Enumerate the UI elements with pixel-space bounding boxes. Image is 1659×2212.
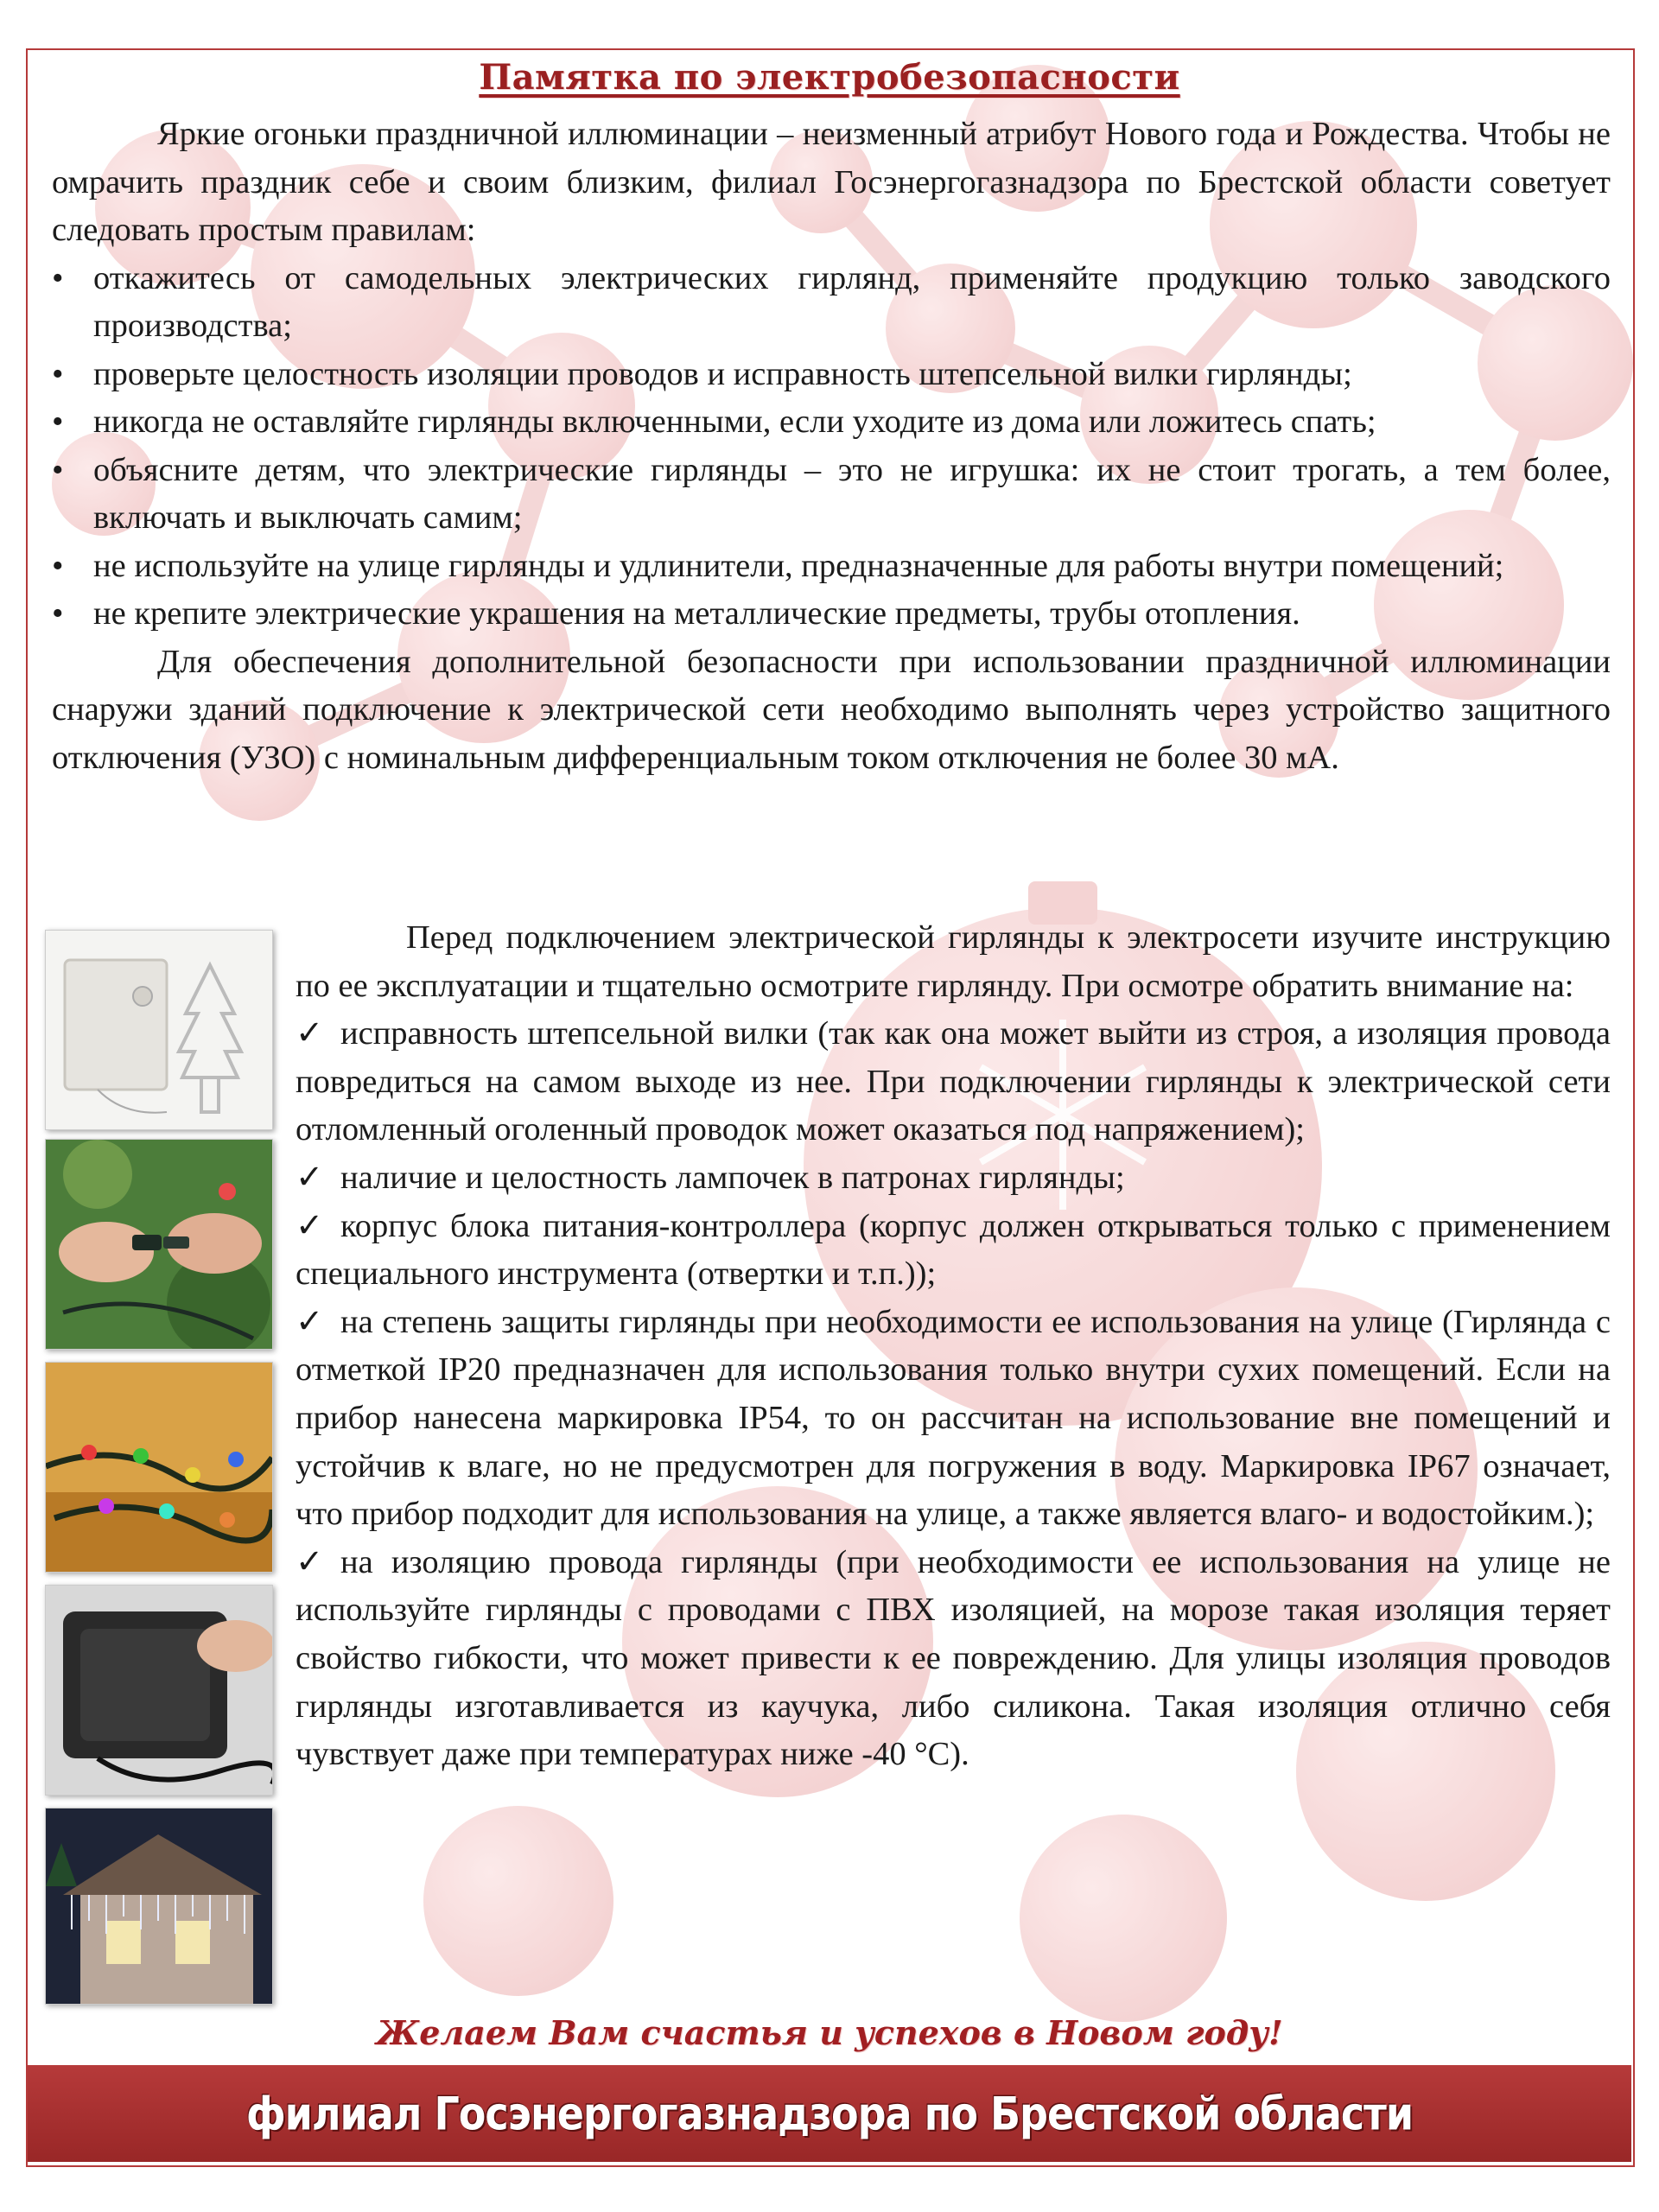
hands-garland-photo (45, 1139, 273, 1350)
inspection-intro: Перед подключением электрической гирлянды к электросети изучите инструкцию по ее эксплуатации и тщательно осмотрите гирлянду. При осмотре обратить внимание на: (296, 919, 1611, 1004)
controller-photo (45, 930, 273, 1130)
intro-paragraph: Яркие огоньки праздничной иллюминации – неизменный атрибут Нового года и Рождества. Чтобы не омрачить праздник себе и своим близким, филиал Госэнергогазнадзора по Брестской области советует следовать простым правилам: (52, 116, 1611, 248)
upper-text-block (52, 111, 1611, 782)
new-year-wish: Желаем Вам счастья и успехов в Новом году! (376, 2013, 1283, 2052)
footer-text: филиал Госэнергогазнадзора по Брестской области (245, 2086, 1414, 2141)
bullet-mark: • (52, 595, 64, 632)
checkmark-icon: ✓ (296, 1303, 324, 1340)
power-unit-image (46, 1586, 272, 1795)
rule-item: • не крепите электрические украшения на металлические предметы, трубы отопления. (52, 590, 1611, 639)
rule-item: • откажитесь от самодельных электрических гирлянд, применяйте продукцию только заводского производства; (52, 255, 1611, 351)
safety-paragraph: Для обеспечения дополнительной безопасности при использовании праздничной иллюминации снаружи зданий подключение к электрической сети необходимо выполнять через устройство защитного отключения (УЗО) с номинальным дифференциальным током отключения не более 30 мА. (52, 643, 1611, 776)
rule-item: • не используйте на улице гирлянды и удлинители, предназначенные для работы внутри помещений; (52, 543, 1611, 591)
page-title: Памятка по электробезопасности (479, 57, 1180, 98)
check-item: ✓ на изоляцию провода гирлянды (при необходимости ее использования на улице не используйте гирлянды с проводами с ПВХ изоляцией, на морозе такая изоляция теряет свойство гибкости, что может привести к ее повреждению. Для улицы изоляция проводов гирлянды изготавливается из каучука, либо силикона. Такая изоляция отлично себя чувствует даже при температурах ниже -40 °C). (296, 1539, 1611, 1779)
bullet-mark: • (52, 259, 64, 296)
rule-item: • объясните детям, что электрические гирлянды – это не игрушка: их не стоит трогать, а тем более, включать и выключать самим; (52, 447, 1611, 543)
controller-image (46, 931, 272, 1129)
checkmark-icon: ✓ (296, 1159, 324, 1196)
colored-garland-image (46, 1363, 272, 1572)
lower-text-block (296, 914, 1611, 1779)
bullet-mark: • (52, 451, 64, 488)
checkmark-icon: ✓ (296, 1543, 324, 1580)
power-unit-photo (45, 1585, 273, 1796)
bullet-mark: • (52, 404, 64, 440)
footer-bar (28, 2065, 1631, 2162)
rule-item: • проверьте целостность изоляции проводов и исправность штепсельной вилки гирлянды; (52, 351, 1611, 399)
check-item: ✓ на степень защиты гирлянды при необходимости ее использования на улице (Гирлянда с отметкой IP20 предназначен для использования только внутри сухих помещений. Если на прибор нанесена маркировка IP54, то он рассчитан на использование вне помещений и устойчив к влаге, но не предусмотрен для погружения в воду. Маркировка IP67 означает, что прибор подходит для использования на улице, а также является влаго- и водостойким.); (296, 1299, 1611, 1539)
rule-item: • никогда не оставляйте гирлянды включенными, если уходите из дома или ложитесь спать; (52, 398, 1611, 447)
check-item: ✓ наличие и целостность лампочек в патронах гирлянды; (296, 1154, 1611, 1203)
bullet-mark: • (52, 355, 64, 392)
check-item: ✓ корпус блока питания-контроллера (корпус должен открываться только с применением специального инструмента (отвертки и т.п.)); (296, 1203, 1611, 1299)
checkmark-icon: ✓ (296, 1207, 324, 1244)
colored-garland-photo (45, 1362, 273, 1573)
house-lights-photo (45, 1808, 273, 2005)
house-lights-image (46, 1808, 272, 2004)
bullet-mark: • (52, 547, 64, 584)
hands-garland-image (46, 1140, 272, 1349)
check-item: ✓ исправность штепсельной вилки (так как она может выйти из строя, а изоляция провода повредиться на самом выходе из нее. При подключении гирлянды к электрической сети отломленный оголенный проводок может оказаться под напряжением); (296, 1010, 1611, 1154)
checkmark-icon: ✓ (296, 1015, 324, 1052)
